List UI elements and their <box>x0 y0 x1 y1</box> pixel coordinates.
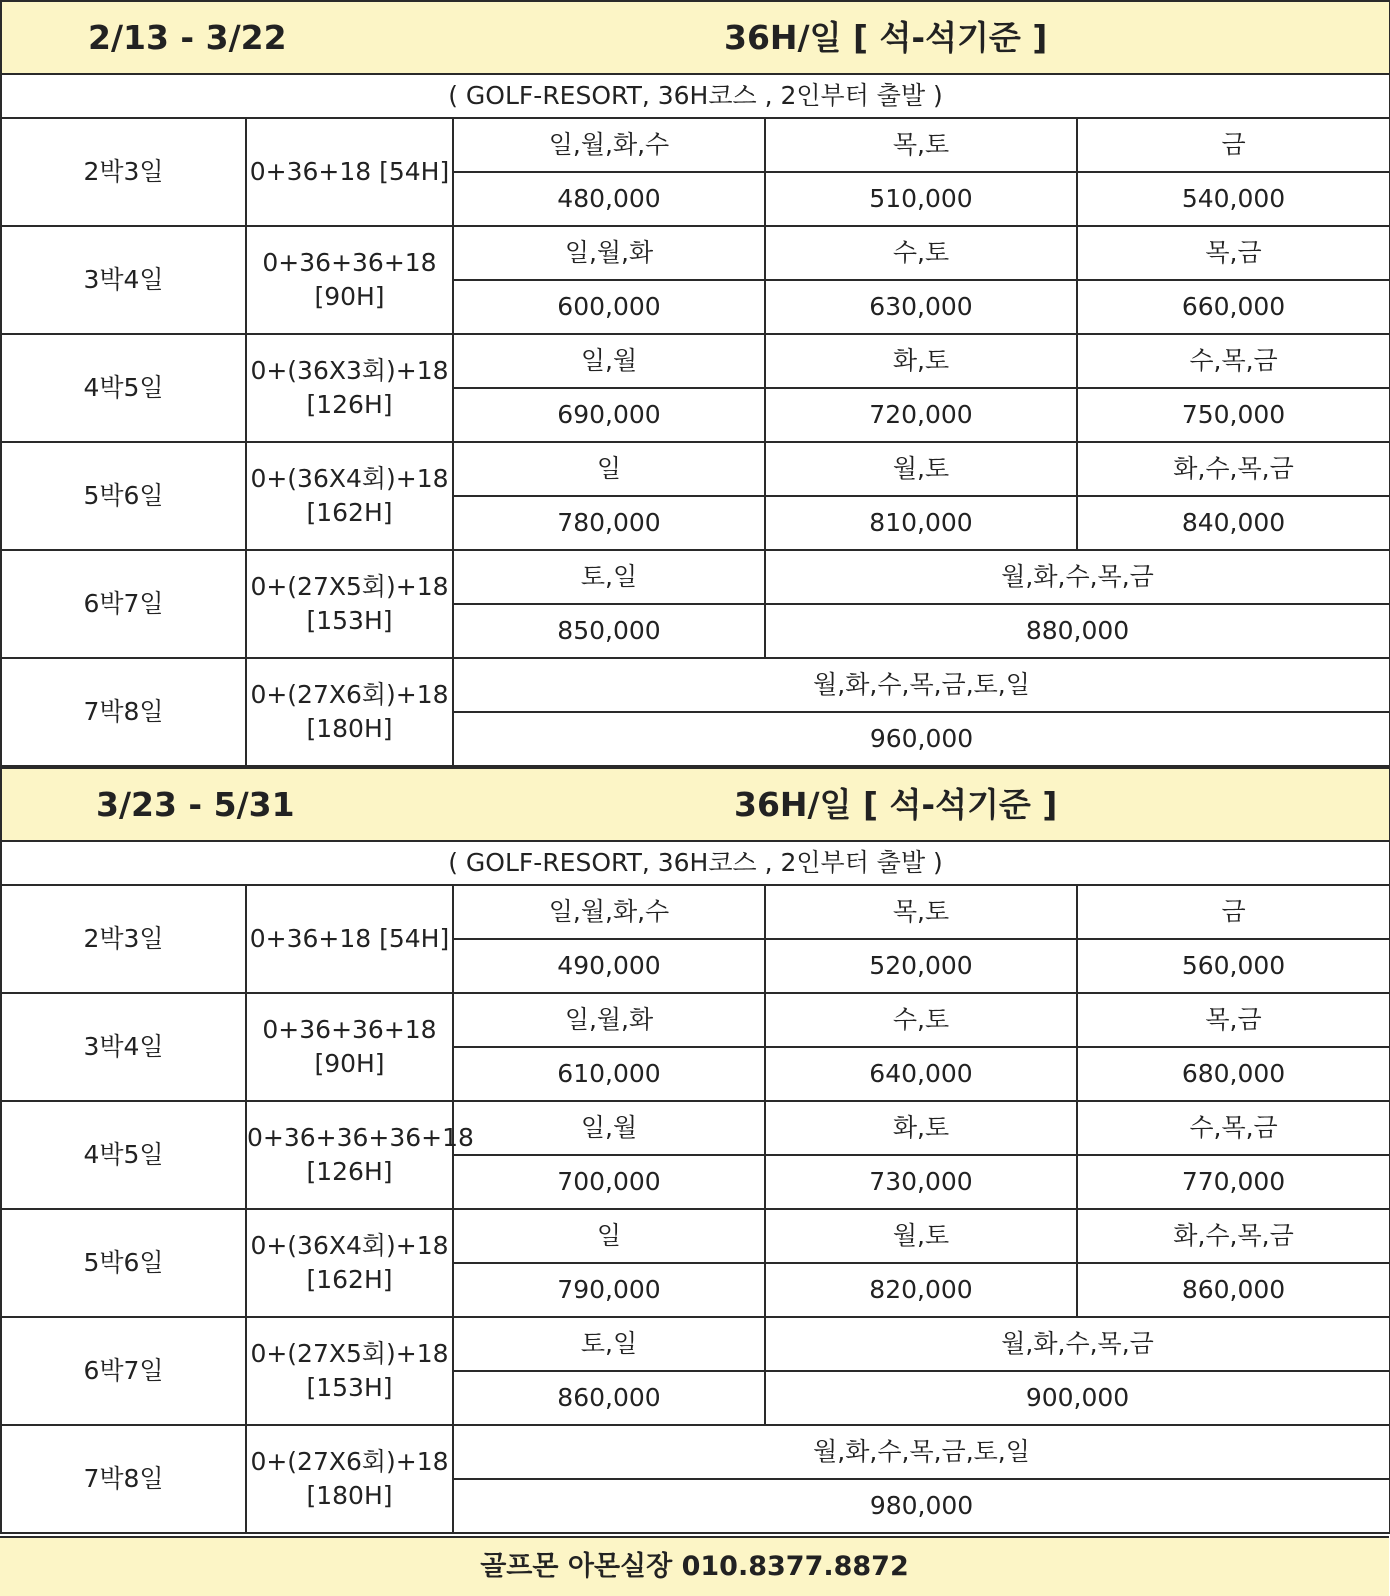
round-plan <box>246 1209 453 1317</box>
price-cell: 820,000 <box>765 1263 1077 1317</box>
day-group: 월,화,수,목,금,토,일 <box>453 658 1390 712</box>
table-row <box>1 1317 1390 1371</box>
stay-duration: 2박3일 <box>1 118 246 226</box>
table-row <box>1 550 1390 604</box>
day-group: 수,목,금 <box>1077 1101 1390 1155</box>
day-group: 화,수,목,금 <box>1077 1209 1390 1263</box>
round-plan-line2: [126H] <box>306 390 393 419</box>
day-group: 일,월,화 <box>453 993 765 1047</box>
round-plan-line1: 0+(36X3회)+18 <box>250 356 449 385</box>
round-plan-line1: 0+(36X4회)+18 <box>250 464 449 493</box>
round-plan-line2: [90H] <box>314 282 385 311</box>
stay-duration: 6박7일 <box>1 550 246 658</box>
round-plan-line1: 0+36+36+18 <box>262 248 437 277</box>
round-plan-line2: [180H] <box>306 1481 393 1510</box>
day-group: 월,토 <box>765 442 1077 496</box>
round-plan <box>246 550 453 658</box>
round-plan-line1: 0+36+36+36+18 <box>247 1123 474 1152</box>
day-group: 일,월 <box>453 1101 765 1155</box>
table-row <box>1 1101 1390 1155</box>
price-cell: 510,000 <box>765 172 1077 226</box>
price-cell: 880,000 <box>765 604 1390 658</box>
day-group: 일,월,화,수 <box>453 885 765 939</box>
round-plan-line1: 0+(27X6회)+18 <box>250 1447 449 1476</box>
section-subtitle: ( GOLF-RESORT, 36H코스 , 2인부터 출발 ) <box>1 74 1390 118</box>
price-cell: 560,000 <box>1077 939 1390 993</box>
price-cell: 730,000 <box>765 1155 1077 1209</box>
price-section <box>0 0 1389 767</box>
day-group: 목,토 <box>765 118 1077 172</box>
price-cell: 900,000 <box>765 1371 1390 1425</box>
price-cell: 490,000 <box>453 939 765 993</box>
day-group: 토,일 <box>453 1317 765 1371</box>
stay-duration: 2박3일 <box>1 885 246 993</box>
stay-duration: 4박5일 <box>1 334 246 442</box>
table-row <box>1 658 1390 712</box>
price-cell: 810,000 <box>765 496 1077 550</box>
price-cell: 610,000 <box>453 1047 765 1101</box>
round-plan <box>246 1425 453 1533</box>
price-cell: 840,000 <box>1077 496 1390 550</box>
round-plan <box>246 1101 474 1209</box>
round-plan-line2: [153H] <box>306 1373 393 1402</box>
price-cell: 750,000 <box>1077 388 1390 442</box>
day-group: 일 <box>453 1209 765 1263</box>
day-group: 목,금 <box>1077 993 1390 1047</box>
price-cell: 980,000 <box>453 1479 1390 1533</box>
date-range: 2/13 - 3/22 <box>88 18 287 57</box>
price-section <box>0 767 1389 1534</box>
day-group: 수,토 <box>765 226 1077 280</box>
stay-duration: 7박8일 <box>1 658 246 766</box>
round-plan-line2: [126H] <box>306 1157 393 1186</box>
day-group: 화,토 <box>765 1101 1077 1155</box>
stay-duration: 3박4일 <box>1 226 246 334</box>
day-group: 금 <box>1077 118 1390 172</box>
stay-duration: 6박7일 <box>1 1317 246 1425</box>
table-row <box>1 118 1390 172</box>
round-plan <box>246 334 453 442</box>
day-group: 화,수,목,금 <box>1077 442 1390 496</box>
table-row <box>1 226 1390 280</box>
price-cell: 690,000 <box>453 388 765 442</box>
stay-duration: 4박5일 <box>1 1101 246 1209</box>
price-cell: 720,000 <box>765 388 1077 442</box>
stay-duration: 5박6일 <box>1 1209 246 1317</box>
price-cell: 520,000 <box>765 939 1077 993</box>
day-group: 목,토 <box>765 885 1077 939</box>
price-cell: 680,000 <box>1077 1047 1390 1101</box>
round-plan-line1: 0+(27X5회)+18 <box>250 1339 449 1368</box>
day-group: 일,월,화,수 <box>453 118 765 172</box>
round-plan <box>246 118 453 226</box>
round-plan-line2: [90H] <box>314 1049 385 1078</box>
price-cell: 640,000 <box>765 1047 1077 1101</box>
day-group: 목,금 <box>1077 226 1390 280</box>
day-group: 월,화,수,목,금 <box>765 1317 1390 1371</box>
day-group: 화,토 <box>765 334 1077 388</box>
table-row <box>1 993 1390 1047</box>
day-group: 월,토 <box>765 1209 1077 1263</box>
footer-contact: 골프몬 아몬실장 010.8377.8872 <box>0 1536 1389 1596</box>
table-row <box>1 885 1390 939</box>
section-title: 36H/일 [ 석-석기준 ] <box>734 785 1058 824</box>
price-cell: 780,000 <box>453 496 765 550</box>
round-plan <box>246 442 453 550</box>
price-cell: 480,000 <box>453 172 765 226</box>
price-cell: 960,000 <box>453 712 1390 766</box>
price-table <box>0 767 1390 1534</box>
round-plan-line1: 0+(27X6회)+18 <box>250 680 449 709</box>
price-cell: 540,000 <box>1077 172 1390 226</box>
day-group: 금 <box>1077 885 1390 939</box>
day-group: 일,월,화 <box>453 226 765 280</box>
day-group: 일,월 <box>453 334 765 388</box>
day-group: 수,토 <box>765 993 1077 1047</box>
round-plan <box>246 226 453 334</box>
price-cell: 850,000 <box>453 604 765 658</box>
section-header <box>1 768 1390 841</box>
round-plan <box>246 1317 453 1425</box>
stay-duration: 3박4일 <box>1 993 246 1101</box>
round-plan-line1: 0+(36X4회)+18 <box>250 1231 449 1260</box>
section-title: 36H/일 [ 석-석기준 ] <box>724 18 1048 57</box>
round-plan-line1: 0+36+18 [54H] <box>249 924 450 953</box>
price-cell: 600,000 <box>453 280 765 334</box>
round-plan-line2: [162H] <box>306 1265 393 1294</box>
price-cell: 770,000 <box>1077 1155 1390 1209</box>
day-group: 수,목,금 <box>1077 334 1390 388</box>
table-row <box>1 442 1390 496</box>
round-plan-line2: [162H] <box>306 498 393 527</box>
table-row <box>1 1209 1390 1263</box>
round-plan <box>246 885 453 993</box>
day-group: 월,화,수,목,금 <box>765 550 1390 604</box>
round-plan-line1: 0+36+18 [54H] <box>249 157 450 186</box>
price-cell: 700,000 <box>453 1155 765 1209</box>
price-table <box>0 0 1390 767</box>
price-cell: 860,000 <box>453 1371 765 1425</box>
section-header <box>1 1 1390 74</box>
day-group: 일 <box>453 442 765 496</box>
section-subtitle: ( GOLF-RESORT, 36H코스 , 2인부터 출발 ) <box>1 841 1390 885</box>
round-plan-line1: 0+36+36+18 <box>262 1015 437 1044</box>
stay-duration: 5박6일 <box>1 442 246 550</box>
table-row <box>1 334 1390 388</box>
round-plan <box>246 993 453 1101</box>
price-cell: 790,000 <box>453 1263 765 1317</box>
price-cell: 860,000 <box>1077 1263 1390 1317</box>
stay-duration: 7박8일 <box>1 1425 246 1533</box>
round-plan-line2: [180H] <box>306 714 393 743</box>
round-plan <box>246 658 453 766</box>
day-group: 토,일 <box>453 550 765 604</box>
price-cell: 630,000 <box>765 280 1077 334</box>
price-cell: 660,000 <box>1077 280 1390 334</box>
day-group: 월,화,수,목,금,토,일 <box>453 1425 1390 1479</box>
date-range: 3/23 - 5/31 <box>96 785 295 824</box>
round-plan-line1: 0+(27X5회)+18 <box>250 572 449 601</box>
table-row <box>1 1425 1390 1479</box>
round-plan-line2: [153H] <box>306 606 393 635</box>
